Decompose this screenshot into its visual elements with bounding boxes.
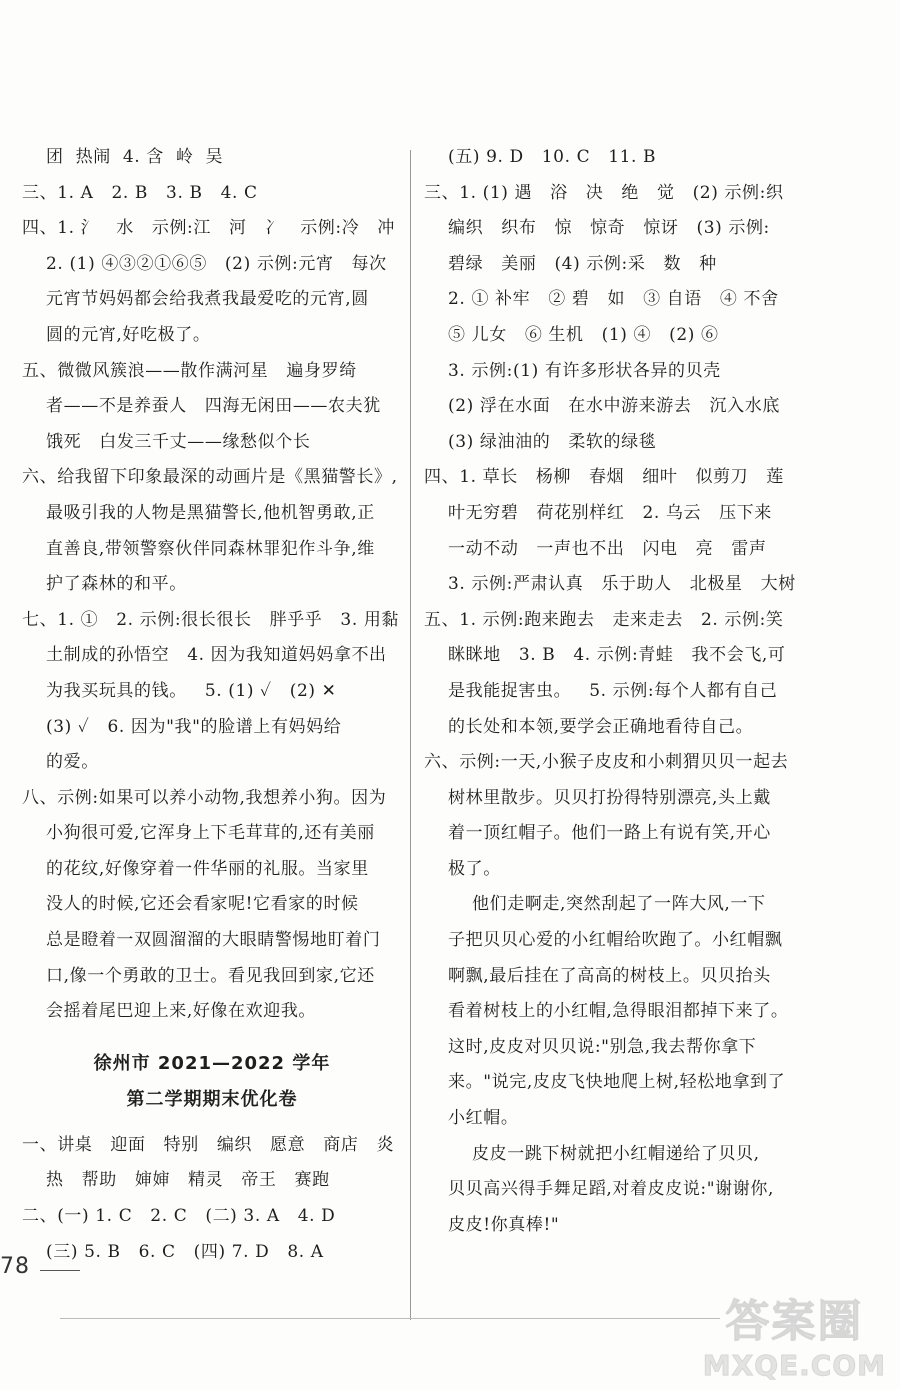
answer-line: 最吸引我的人物是黑猫警长,他机智勇敢,正 [22, 502, 375, 523]
answer-line: 的爱。 [22, 752, 99, 773]
exam-title-line2: 第二学期期末优化卷 [126, 1088, 298, 1110]
page-number-rule [40, 1270, 80, 1271]
answer-line: 是我能捉害虫。 5. 示例:每个人都有自己 [424, 680, 778, 701]
answer-line: ⑤ 儿女 ⑥ 生机 (1) ④ (2) ⑥ [424, 324, 719, 345]
answer-lines-after-title [22, 1128, 402, 1270]
answer-line: 者——不是养蚕人 四海无闲田——农夫犹 [22, 396, 381, 417]
answer-line: 直善良,带领警察伙伴同森林罪犯作斗争,维 [22, 538, 375, 559]
answer-line: 编织 织布 惊 惊奇 惊讶 (3) 示例: [424, 218, 770, 239]
answer-line: (3) 绿油油的 柔软的绿毯 [424, 431, 657, 452]
answer-line: 四、1. 氵 水 示例:江 河 冫 示例:冷 冲 [22, 218, 395, 239]
answer-lines-right [424, 140, 819, 1243]
answer-line: 八、示例:如果可以养小动物,我想养小狗。因为 [22, 787, 387, 808]
answer-line: 圆的元宵,好吃极了。 [22, 324, 211, 345]
watermark-title: 答案圈 [725, 1296, 864, 1347]
answer-line: 一、讲桌 迎面 特别 编织 愿意 商店 炎 [22, 1134, 395, 1155]
answer-line: (2) 浮在水面 在水中游来游去 沉入水底 [424, 396, 780, 417]
answer-line: 眯眯地 3. B 4. 示例:青蛙 我不会飞,可 [424, 645, 786, 666]
answer-line: 子把贝贝心爱的小红帽给吹跑了。小红帽飘 [424, 930, 783, 951]
answer-line: 小狗很可爱,它浑身上下毛茸茸的,还有美丽 [22, 823, 375, 844]
answer-line: 为我买玩具的钱。 5. (1) ✓ (2) ✕ [22, 680, 337, 701]
answer-line: 看着树枝上的小红帽,急得眼泪都掉下来了。 [424, 1001, 789, 1022]
answer-line: (3) ✓ 6. 因为"我"的脸谱上有妈妈给 [22, 716, 342, 737]
answer-line: 没人的时候,它还会看家呢!它看家的时候 [22, 894, 359, 915]
answer-line: 着一顶红帽子。他们一路上有说有笑,开心 [424, 823, 771, 844]
answer-line: 啊飘,最后挂在了高高的树枝上。贝贝抬头 [424, 965, 771, 986]
watermark-logo [703, 1285, 886, 1382]
page-number: 78 [0, 1254, 30, 1279]
bottom-rule [60, 1318, 720, 1319]
answer-line: 这时,皮皮对贝贝说:"别急,我去帮你拿下 [424, 1036, 757, 1057]
answer-line: 贝贝高兴得手舞足蹈,对着皮皮说:"谢谢你, [424, 1179, 774, 1200]
answer-lines-before-title [22, 140, 402, 1030]
answer-line: 2. (1) ④③②①⑥⑤ (2) 示例:元宵 每次 [22, 253, 387, 274]
answer-line: (五) 9. D 10. C 11. B [424, 147, 657, 167]
answer-line: 团 热闹 4. 含 岭 吴 [22, 147, 224, 167]
answer-line: 七、1. ① 2. 示例:很长很长 胖乎乎 3. 用黏 [22, 609, 400, 630]
answer-line: 热 帮助 婶婶 精灵 帝王 赛跑 [22, 1170, 330, 1191]
left-column [22, 140, 402, 1270]
answer-line: 护了森林的和平。 [22, 574, 187, 595]
answer-line: 口,像一个勇敢的卫士。看见我回到家,它还 [22, 965, 375, 986]
answer-line: 叶无穷碧 荷花别样红 2. 乌云 压下来 [424, 502, 772, 523]
answer-line: 的花纹,好像穿着一件华丽的礼服。当家里 [22, 858, 369, 879]
answer-line: 皮皮!你真棒!" [424, 1214, 560, 1235]
answer-line: 小红帽。 [424, 1108, 519, 1129]
answer-line: 六、示例:一天,小猴子皮皮和小刺猬贝贝一起去 [424, 752, 789, 773]
answer-line: 会摇着尾巴迎上来,好像在欢迎我。 [22, 1001, 317, 1022]
answer-line: 元宵节妈妈都会给我煮我最爱吃的元宵,圆 [22, 289, 369, 310]
answer-line: 来。"说完,皮皮飞快地爬上树,轻松地拿到了 [424, 1072, 786, 1093]
answer-line: 一动不动 一声也不出 闪电 亮 雷声 [424, 538, 767, 559]
answer-line: (三) 5. B 6. C (四) 7. D 8. A [22, 1241, 324, 1262]
answer-line: 三、1. (1) 遇 浴 决 绝 觉 (2) 示例:织 [424, 182, 784, 203]
right-column [424, 140, 819, 1243]
answer-line: 二、(一) 1. C 2. C (二) 3. A 4. D [22, 1206, 336, 1227]
answer-line: 饿死 白发三千丈——缘愁似个长 [22, 431, 311, 452]
answer-line: 碧绿 美丽 (4) 示例:采 数 种 [424, 253, 717, 274]
watermark-url: MXQE.COM [702, 1349, 886, 1382]
column-divider [410, 150, 411, 1320]
answer-line: 土制成的孙悟空 4. 因为我知道妈妈拿不出 [22, 645, 387, 666]
answer-line: 他们走啊走,突然刮起了一阵大风,一下 [424, 894, 766, 915]
answer-line: 2. ① 补牢 ② 碧 如 ③ 自语 ④ 不舍 [424, 289, 779, 310]
answer-line: 3. 示例:(1) 有许多形状各异的贝壳 [424, 360, 721, 381]
answer-line: 的长处和本领,要学会正确地看待自己。 [424, 716, 754, 737]
answer-line: 皮皮一跳下树就把小红帽递给了贝贝, [424, 1143, 760, 1164]
answer-line: 三、1. A 2. B 3. B 4. C [22, 182, 258, 203]
answer-line: 六、给我留下印象最深的动画片是《黑猫警长》, [22, 467, 398, 488]
answer-line: 树林里散步。贝贝打扮得特别漂亮,头上戴 [424, 787, 771, 808]
exam-title-line1: 徐州市 2021—2022 学年 [93, 1052, 331, 1074]
answer-line: 五、微微风簇浪——散作满河星 遍身罗绮 [22, 360, 357, 381]
answer-line: 总是瞪着一双圆溜溜的大眼睛警惕地盯着门 [22, 930, 381, 951]
answer-line: 3. 示例:严肃认真 乐于助人 北极星 大树 [424, 574, 796, 595]
answer-line: 四、1. 草长 杨柳 春烟 细叶 似剪刀 莲 [424, 467, 784, 488]
answer-line: 五、1. 示例:跑来跑去 走来走去 2. 示例:笑 [424, 609, 784, 630]
exam-title-block [22, 1046, 402, 1118]
answer-line: 极了。 [424, 858, 501, 879]
